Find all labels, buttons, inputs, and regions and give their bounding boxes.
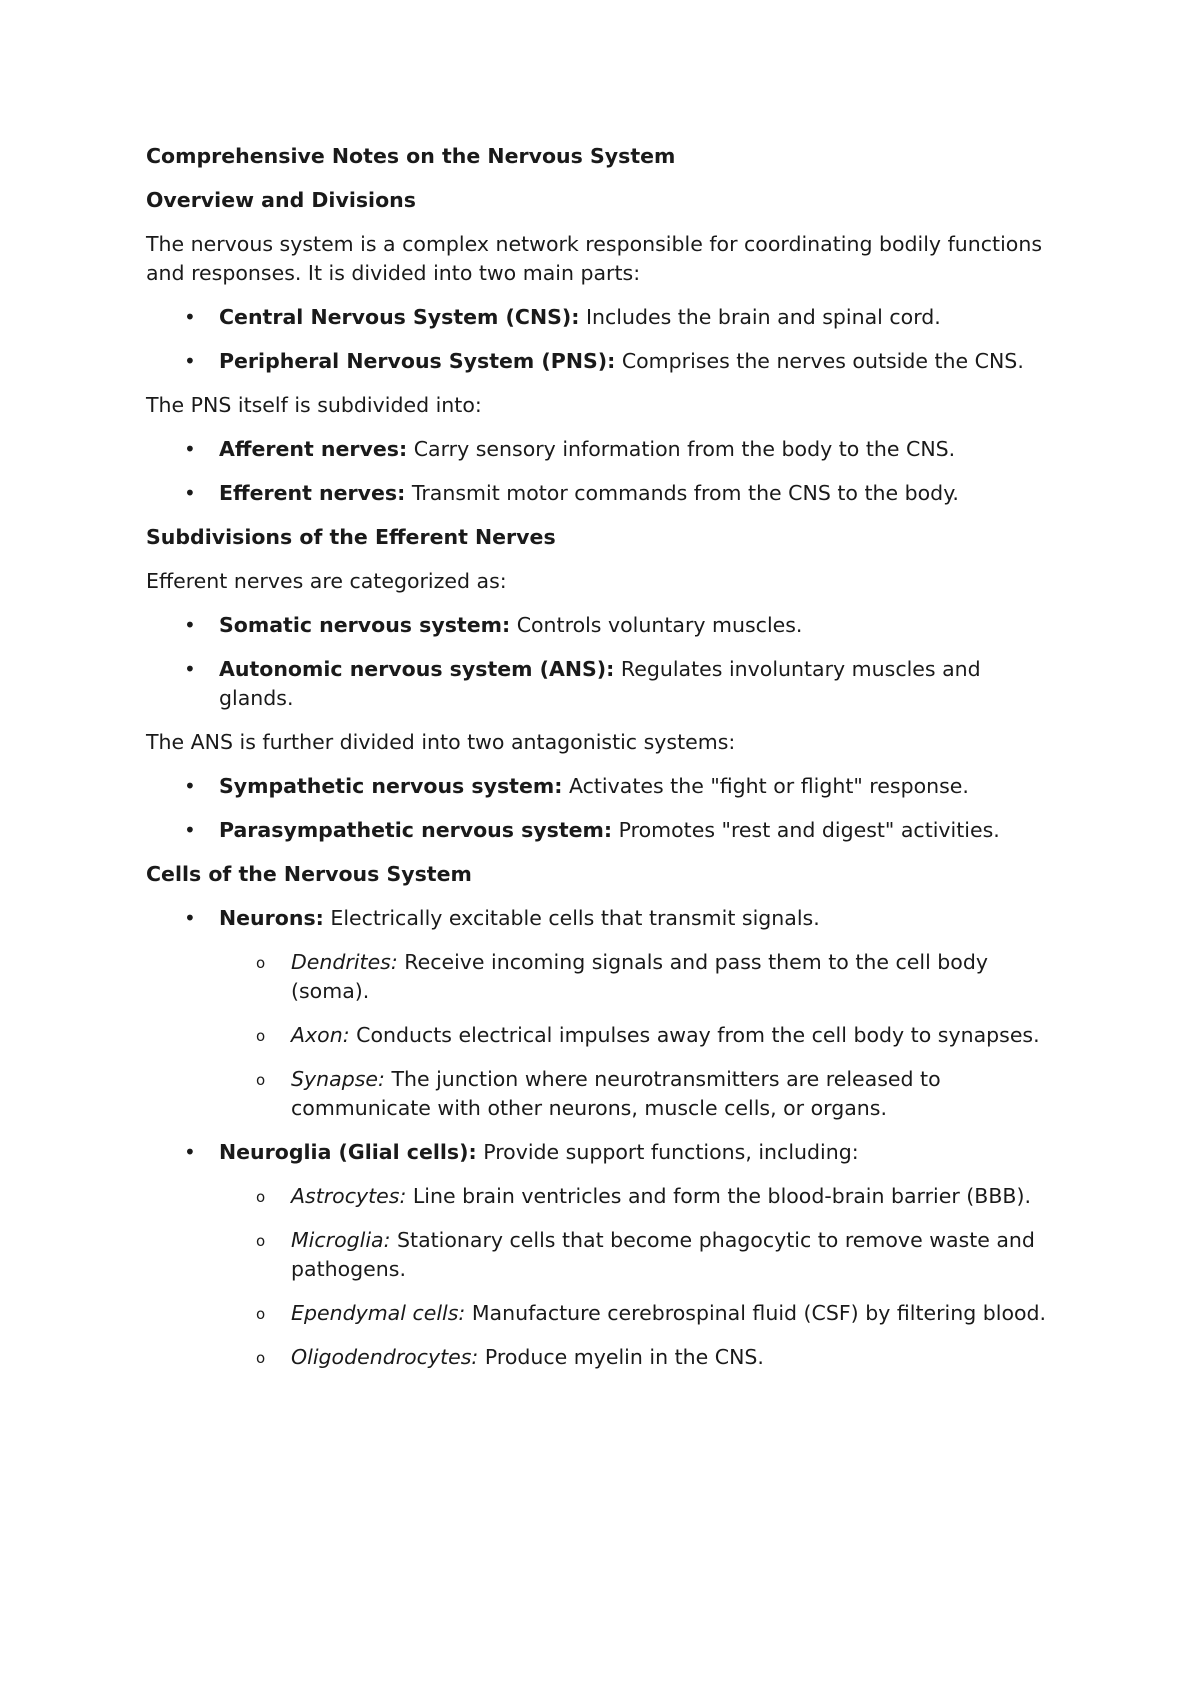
- bullet-marker: •: [184, 818, 196, 842]
- item-text: Promotes "rest and digest" activities.: [612, 818, 1000, 842]
- sub-list-item: [146, 1343, 1060, 1372]
- sub-list-item: [146, 948, 1060, 1006]
- efferent-list: [146, 611, 1060, 713]
- item-text: Stationary cells that become phagocytic to remove waste and pathogens.: [291, 1228, 1035, 1281]
- sub-bullet-marker: o: [256, 954, 266, 972]
- cells-list-2: [146, 1138, 1060, 1167]
- item-text: Manufacture cerebrospinal fluid (CSF) by filtering blood.: [465, 1301, 1047, 1325]
- item-term: Microglia:: [291, 1228, 391, 1252]
- item-text: Electrically excitable cells that transmit signals.: [323, 906, 820, 930]
- bullet-marker: •: [184, 1140, 196, 1164]
- item-text: Receive incoming signals and pass them to the cell body (soma).: [291, 950, 988, 1003]
- item-term: Astrocytes:: [291, 1184, 407, 1208]
- item-term: Parasympathetic nervous system:: [219, 818, 613, 842]
- item-term: Central Nervous System (CNS):: [219, 305, 580, 329]
- list-item: [146, 655, 1060, 713]
- item-term: Oligodendrocytes:: [291, 1345, 479, 1369]
- glia-sublist: [146, 1182, 1060, 1372]
- item-text: Includes the brain and spinal cord.: [579, 305, 941, 329]
- item-term: Efferent nerves:: [219, 481, 406, 505]
- sub-list-item: [146, 1065, 1060, 1123]
- overview-list: [146, 303, 1060, 376]
- item-term: Autonomic nervous system (ANS):: [219, 657, 615, 681]
- bullet-marker: •: [184, 774, 196, 798]
- neurons-sublist: [146, 948, 1060, 1123]
- sub-bullet-marker: o: [256, 1188, 266, 1206]
- cells-list: [146, 904, 1060, 933]
- list-item: [146, 816, 1060, 845]
- list-item: [146, 611, 1060, 640]
- sub-bullet-marker: o: [256, 1349, 266, 1367]
- item-text: Conducts electrical impulses away from the cell body to synapses.: [349, 1023, 1040, 1047]
- bullet-marker: •: [184, 437, 196, 461]
- item-text: The junction where neurotransmitters are released to communicate with other neurons, muscle cells, or organs.: [291, 1067, 941, 1120]
- item-text: Comprises the nerves outside the CNS.: [615, 349, 1024, 373]
- item-term: Afferent nerves:: [219, 437, 408, 461]
- item-term: Peripheral Nervous System (PNS):: [219, 349, 616, 373]
- list-item: [146, 479, 1060, 508]
- sub-bullet-marker: o: [256, 1071, 266, 1089]
- list-item-neurons: [146, 904, 1060, 933]
- overview-intro: The nervous system is a complex network responsible for coordinating bodily functions and responses. It is divided into two main parts:: [146, 232, 1043, 285]
- item-text: Carry sensory information from the body to the CNS.: [407, 437, 956, 461]
- item-text: Produce myelin in the CNS.: [478, 1345, 764, 1369]
- item-term: Somatic nervous system:: [219, 613, 511, 637]
- section-heading-overview: Overview and Divisions: [146, 188, 416, 212]
- section-heading-cells: Cells of the Nervous System: [146, 862, 472, 886]
- item-text: Controls voluntary muscles.: [510, 613, 803, 637]
- sub-list-item: [146, 1226, 1060, 1284]
- bullet-marker: •: [184, 906, 196, 930]
- bullet-marker: •: [184, 305, 196, 329]
- list-item: [146, 347, 1060, 376]
- item-term: Sympathetic nervous system:: [219, 774, 563, 798]
- sub-list-item: [146, 1021, 1060, 1050]
- pns-list: [146, 435, 1060, 508]
- sub-list-item: [146, 1182, 1060, 1211]
- item-term: Ependymal cells:: [291, 1301, 466, 1325]
- bullet-marker: •: [184, 349, 196, 373]
- item-term: Neuroglia (Glial cells):: [219, 1140, 477, 1164]
- bullet-marker: •: [184, 481, 196, 505]
- item-term: Synapse:: [291, 1067, 385, 1091]
- efferent-intro: Efferent nerves are categorized as:: [146, 569, 507, 593]
- sub-list-item: [146, 1299, 1060, 1328]
- item-text: Line brain ventricles and form the blood-brain barrier (BBB).: [406, 1184, 1031, 1208]
- list-item: [146, 772, 1060, 801]
- sub-bullet-marker: o: [256, 1305, 266, 1323]
- pns-intro: The PNS itself is subdivided into:: [146, 393, 482, 417]
- item-term: Dendrites:: [291, 950, 398, 974]
- item-text: Provide support functions, including:: [476, 1140, 859, 1164]
- item-text: Activates the "fight or flight" response.: [562, 774, 969, 798]
- bullet-marker: •: [184, 613, 196, 637]
- item-text: Regulates involuntary muscles and glands.: [219, 657, 981, 710]
- document-title: Comprehensive Notes on the Nervous System: [146, 144, 676, 168]
- ans-list: [146, 772, 1060, 845]
- sub-bullet-marker: o: [256, 1027, 266, 1045]
- item-term: Neurons:: [219, 906, 324, 930]
- list-item: [146, 435, 1060, 464]
- section-heading-efferent: Subdivisions of the Efferent Nerves: [146, 525, 556, 549]
- list-item-glia: [146, 1138, 1060, 1167]
- item-term: Axon:: [291, 1023, 350, 1047]
- list-item: [146, 303, 1060, 332]
- ans-intro: The ANS is further divided into two antagonistic systems:: [146, 730, 736, 754]
- item-text: Transmit motor commands from the CNS to the body.: [405, 481, 959, 505]
- bullet-marker: •: [184, 657, 196, 681]
- sub-bullet-marker: o: [256, 1232, 266, 1250]
